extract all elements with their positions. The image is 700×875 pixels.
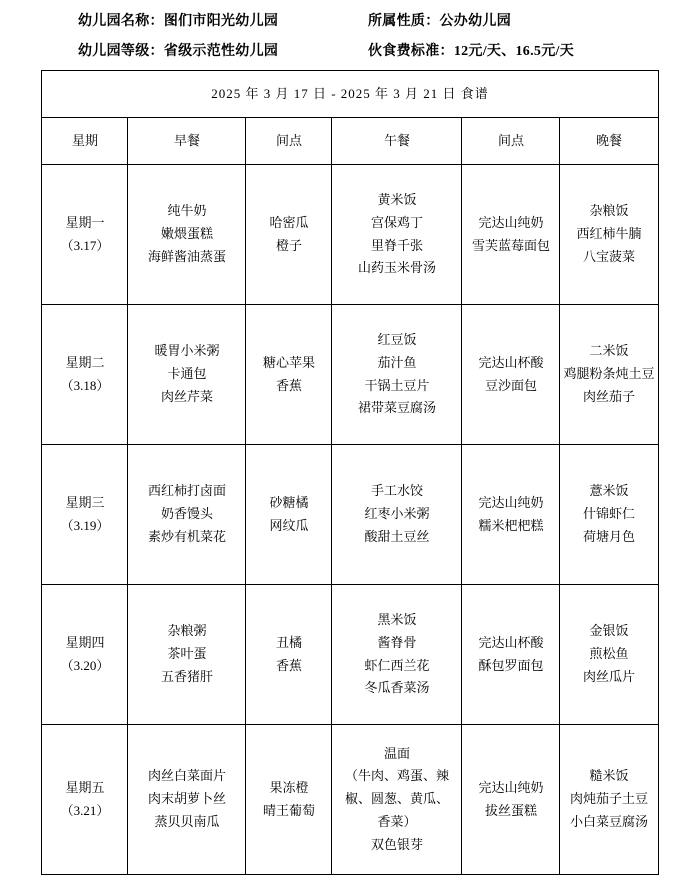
day-cell — [42, 305, 128, 445]
breakfast-cell: 西红柿打卤面 奶香馒头 素炒有机菜花 — [128, 445, 246, 585]
day-cell — [42, 725, 128, 875]
grade-field — [46, 40, 368, 60]
day-cell — [42, 585, 128, 725]
day-name: 星期四 — [65, 634, 105, 650]
day-date: （3.17） — [60, 237, 110, 253]
column-header-snack-morning: 间点 — [246, 118, 332, 165]
table-row — [42, 585, 658, 725]
column-header-dinner: 晚餐 — [560, 118, 658, 165]
day-date: （3.20） — [60, 657, 110, 673]
day-name: 星期一 — [65, 214, 105, 230]
lunch-cell: 黄米饭 宫保鸡丁 里脊千张 山药玉米骨汤 — [332, 165, 462, 305]
afternoon-snack-cell: 完达山纯奶 糯米杷杷糕 — [462, 445, 560, 585]
header-row-2 — [46, 40, 654, 60]
table-title: 2025 年 3 月 17 日 - 2025 年 3 月 21 日 食谱 — [42, 71, 658, 118]
grade-value: 省级示范性幼儿园 — [163, 44, 279, 59]
morning-snack-cell: 果冻橙 晴王葡萄 — [246, 725, 332, 875]
lunch-cell: 手工水饺 红枣小米粥 酸甜土豆丝 — [332, 445, 462, 585]
day-name: 星期五 — [65, 779, 105, 795]
day-cell — [42, 445, 128, 585]
weekly-menu-table — [41, 70, 658, 875]
kindergarten-name-label: 幼儿园名称： — [78, 14, 164, 29]
meal-fee-value: 12元/天、16.5元/天 — [453, 44, 574, 59]
dinner-cell: 金银饭 煎松鱼 肉丝瓜片 — [560, 585, 658, 725]
afternoon-snack-cell: 完达山杯酸 酥包罗面包 — [462, 585, 560, 725]
morning-snack-cell: 砂糖橘 网纹瓜 — [246, 445, 332, 585]
document-header — [0, 10, 700, 60]
day-name: 星期二 — [65, 354, 105, 370]
ownership-field — [368, 10, 511, 30]
breakfast-cell: 肉丝白菜面片 肉末胡萝卜丝 蒸贝贝南瓜 — [128, 725, 246, 875]
meal-fee-field — [368, 40, 574, 60]
header-row-1 — [46, 10, 654, 30]
day-cell — [42, 165, 128, 305]
breakfast-cell: 纯牛奶 嫩煨蛋糕 海鲜酱油蒸蛋 — [128, 165, 246, 305]
afternoon-snack-cell: 完达山纯奶 雪芙蓝莓面包 — [462, 165, 560, 305]
morning-snack-cell: 哈密瓜 橙子 — [246, 165, 332, 305]
day-date: （3.18） — [60, 377, 110, 393]
kindergarten-name-field — [46, 10, 368, 30]
column-header-breakfast: 早餐 — [128, 118, 246, 165]
grade-label: 幼儿园等级： — [78, 44, 164, 59]
lunch-cell: 红豆饭 茄汁鱼 干锅土豆片 裙带菜豆腐汤 — [332, 305, 462, 445]
table-header-row — [42, 118, 658, 165]
table-row — [42, 445, 658, 585]
day-date: （3.21） — [60, 802, 110, 818]
column-header-lunch: 午餐 — [332, 118, 462, 165]
afternoon-snack-cell: 完达山纯奶 拔丝蛋糕 — [462, 725, 560, 875]
morning-snack-cell: 丑橘 香蕉 — [246, 585, 332, 725]
dinner-cell: 糙米饭 肉炖茄子土豆 小白菜豆腐汤 — [560, 725, 658, 875]
meal-fee-label: 伙食费标准： — [368, 44, 454, 59]
morning-snack-cell: 糖心苹果 香蕉 — [246, 305, 332, 445]
lunch-cell: 黑米饭 酱脊骨 虾仁西兰花 冬瓜香菜汤 — [332, 585, 462, 725]
afternoon-snack-cell: 完达山杯酸 豆沙面包 — [462, 305, 560, 445]
column-header-snack-afternoon: 间点 — [462, 118, 560, 165]
table-row — [42, 725, 658, 875]
ownership-value: 公办幼儿园 — [439, 14, 511, 29]
lunch-cell: 温面 （牛肉、鸡蛋、辣 椒、圆葱、黄瓜、 香菜） 双色银芽 — [332, 725, 462, 875]
table-title-row — [42, 71, 658, 118]
dinner-cell: 杂粮饭 西红柿牛腩 八宝菠菜 — [560, 165, 658, 305]
dinner-cell: 二米饭 鸡腿粉条炖土豆 肉丝茄子 — [560, 305, 658, 445]
ownership-label: 所属性质： — [368, 14, 440, 29]
breakfast-cell: 暖胃小米粥 卡通包 肉丝芹菜 — [128, 305, 246, 445]
dinner-cell: 薏米饭 什锦虾仁 荷塘月色 — [560, 445, 658, 585]
day-name: 星期三 — [65, 494, 105, 510]
kindergarten-name-value: 图们市阳光幼儿园 — [163, 14, 279, 29]
breakfast-cell: 杂粮粥 茶叶蛋 五香猪肝 — [128, 585, 246, 725]
table-row — [42, 305, 658, 445]
table-row — [42, 165, 658, 305]
day-date: （3.19） — [60, 517, 110, 533]
column-header-weekday: 星期 — [42, 118, 128, 165]
